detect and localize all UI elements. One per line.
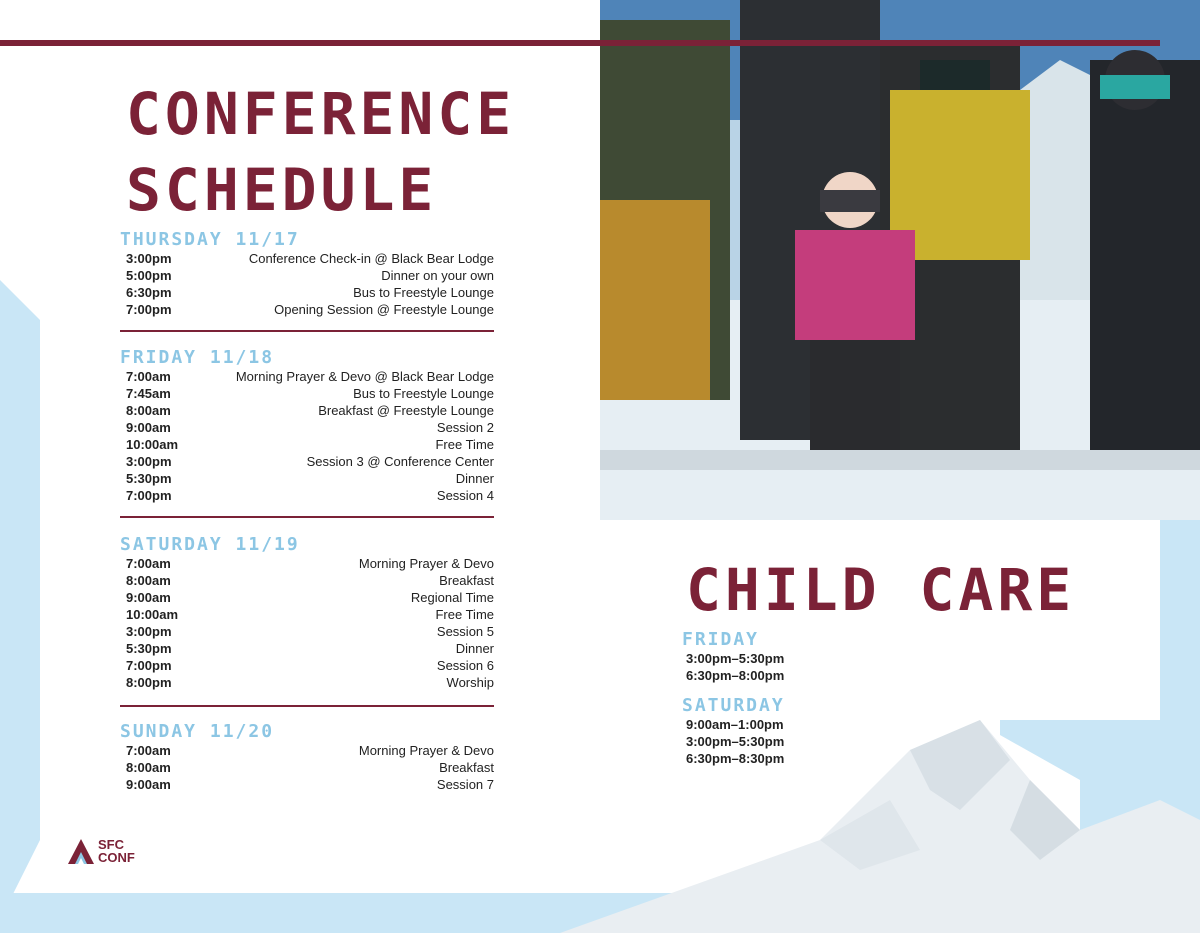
schedule-row (120, 301, 494, 318)
time-range: 9:00am–1:00pm (686, 717, 784, 732)
time: 9:00am (126, 777, 171, 792)
event: Session 7 (436, 777, 494, 792)
schedule-row (120, 640, 494, 657)
time: 7:00am (126, 556, 171, 571)
schedule-row (120, 589, 494, 606)
event: Dinner (455, 641, 494, 656)
schedule-row (120, 606, 494, 623)
time: 3:00pm (126, 251, 172, 266)
event: Breakfast @ Freestyle Lounge (318, 403, 494, 418)
time-range: 3:00pm–5:30pm (686, 734, 785, 749)
title-line-1: CONFERENCE (126, 80, 516, 148)
event: Morning Prayer & Devo @ Black Bear Lodge (235, 369, 494, 384)
time: 6:30pm (126, 285, 172, 300)
event: Session 4 (436, 488, 494, 503)
event: Breakfast (439, 573, 494, 588)
sfc-logo (66, 836, 135, 866)
time: 3:00pm (126, 454, 172, 469)
schedule-row (120, 385, 494, 402)
time: 8:00am (126, 573, 171, 588)
top-rule (0, 40, 1160, 46)
schedule-row (120, 470, 494, 487)
divider (120, 330, 494, 332)
day-saturday (120, 535, 494, 691)
time: 8:00am (126, 760, 171, 775)
time-range: 3:00pm–5:30pm (686, 651, 785, 666)
divider (120, 516, 494, 518)
schedule-row (120, 572, 494, 589)
event: Morning Prayer & Devo (358, 556, 494, 571)
schedule-row (120, 368, 494, 385)
event: Conference Check-in @ Black Bear Lodge (248, 251, 494, 266)
schedule-row (120, 402, 494, 419)
time: 7:00am (126, 369, 171, 384)
logo-line-2: CONF (98, 850, 135, 865)
child-care-friday (682, 630, 882, 684)
child-care-title: CHILD CARE (686, 556, 1076, 624)
left-decor-band (0, 280, 40, 933)
day-friday (120, 348, 494, 504)
time: 7:45am (126, 386, 171, 401)
day-heading: SATURDAY (682, 695, 785, 716)
event: Session 2 (436, 420, 494, 435)
event: Morning Prayer & Devo (358, 743, 494, 758)
schedule-row (120, 759, 494, 776)
time: 7:00pm (126, 658, 172, 673)
day-sunday (120, 722, 494, 793)
schedule-row (120, 436, 494, 453)
event: Dinner on your own (381, 268, 494, 283)
schedule-row (120, 267, 494, 284)
divider (120, 705, 494, 707)
schedule-row (120, 657, 494, 674)
schedule-row (120, 419, 494, 436)
schedule-row (120, 453, 494, 470)
event: Session 3 @ Conference Center (306, 454, 494, 469)
day-heading: FRIDAY (682, 629, 760, 650)
logo-line-1: SFC (98, 837, 124, 852)
schedule-row (120, 555, 494, 572)
time: 7:00pm (126, 302, 172, 317)
schedule-row (120, 623, 494, 640)
time-range: 6:30pm–8:00pm (686, 668, 785, 683)
time: 5:00pm (126, 268, 172, 283)
schedule-row (120, 487, 494, 504)
time: 10:00am (126, 437, 179, 452)
event: Bus to Freestyle Lounge (353, 386, 494, 401)
mountain-logo-icon (66, 836, 96, 866)
child-care-saturday (682, 696, 882, 767)
day-heading: FRIDAY 11/18 (120, 347, 275, 368)
day-heading: THURSDAY 11/17 (120, 229, 300, 250)
time: 7:00am (126, 743, 171, 758)
schedule-row (120, 674, 494, 691)
day-thursday (120, 230, 494, 318)
time: 8:00pm (126, 675, 172, 690)
day-heading: SUNDAY 11/20 (120, 721, 275, 742)
time: 9:00am (126, 590, 171, 605)
hero-photo (600, 0, 1200, 520)
event: Free Time (435, 607, 494, 622)
event: Free Time (435, 437, 494, 452)
schedule-row (120, 742, 494, 759)
time: 5:30pm (126, 641, 172, 656)
event: Bus to Freestyle Lounge (353, 285, 494, 300)
schedule-row (120, 284, 494, 301)
event: Worship (446, 675, 494, 690)
time: 10:00am (126, 607, 179, 622)
time: 7:00pm (126, 488, 172, 503)
time: 9:00am (126, 420, 171, 435)
event: Session 5 (436, 624, 494, 639)
schedule-row (120, 776, 494, 793)
event: Dinner (455, 471, 494, 486)
time: 3:00pm (126, 624, 172, 639)
time: 8:00am (126, 403, 171, 418)
page-title (126, 76, 515, 228)
schedule-row (120, 250, 494, 267)
event: Session 6 (436, 658, 494, 673)
event: Opening Session @ Freestyle Lounge (274, 302, 494, 317)
event: Regional Time (410, 590, 494, 605)
event: Breakfast (439, 760, 494, 775)
day-heading: SATURDAY 11/19 (120, 534, 300, 555)
time: 5:30pm (126, 471, 172, 486)
title-line-2: SCHEDULE (126, 156, 438, 224)
time-range: 6:30pm–8:30pm (686, 751, 785, 766)
